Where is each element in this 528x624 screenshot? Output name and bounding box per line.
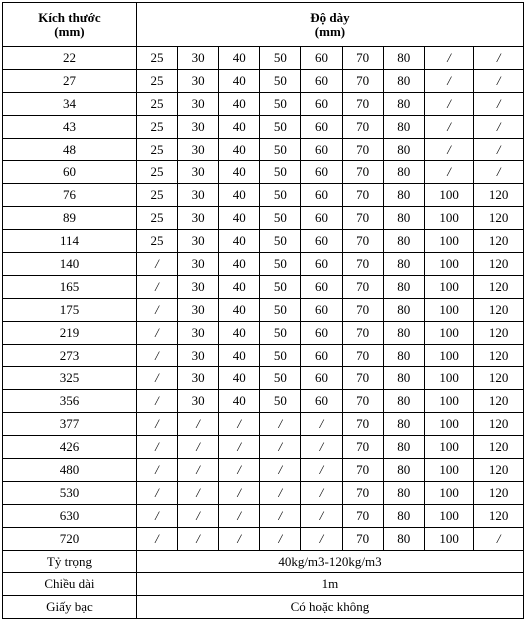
size-cell: 48 <box>3 138 137 161</box>
thickness-cell: 80 <box>383 436 424 459</box>
thickness-cell: 40 <box>219 275 260 298</box>
thickness-cell: 80 <box>383 275 424 298</box>
thickness-cell: 25 <box>136 184 177 207</box>
table-row <box>3 138 524 161</box>
table-row <box>3 69 524 92</box>
thickness-cell: / <box>260 459 301 482</box>
thickness-cell: 25 <box>136 138 177 161</box>
thickness-cell: 70 <box>342 436 383 459</box>
size-cell: 114 <box>3 230 137 253</box>
size-cell: 34 <box>3 92 137 115</box>
table-row <box>3 230 524 253</box>
thickness-cell: 30 <box>178 161 219 184</box>
size-header <box>3 3 137 47</box>
thickness-cell: 70 <box>342 138 383 161</box>
thickness-cell: 120 <box>474 413 524 436</box>
thickness-cell: / <box>474 115 524 138</box>
thickness-cell: 25 <box>136 161 177 184</box>
footer-label: Tỷ trọng <box>3 550 137 573</box>
size-cell: 630 <box>3 504 137 527</box>
thickness-cell: 60 <box>301 230 342 253</box>
thickness-cell: / <box>136 298 177 321</box>
thickness-cell: 70 <box>342 275 383 298</box>
table-row <box>3 344 524 367</box>
thickness-cell: 80 <box>383 207 424 230</box>
thickness-cell: / <box>424 161 474 184</box>
thickness-cell: 100 <box>424 275 474 298</box>
thickness-cell: / <box>260 504 301 527</box>
thickness-cell: 30 <box>178 390 219 413</box>
thickness-cell: 70 <box>342 115 383 138</box>
thickness-cell: 100 <box>424 390 474 413</box>
thickness-cell: 100 <box>424 413 474 436</box>
thickness-cell: 50 <box>260 92 301 115</box>
thickness-cell: / <box>219 504 260 527</box>
thickness-cell: 60 <box>301 298 342 321</box>
thickness-cell: 120 <box>474 321 524 344</box>
thickness-cell: 100 <box>424 481 474 504</box>
thickness-cell: / <box>136 321 177 344</box>
size-cell: 377 <box>3 413 137 436</box>
thickness-cell: 70 <box>342 298 383 321</box>
thickness-cell: 120 <box>474 344 524 367</box>
thickness-header <box>136 3 523 47</box>
thickness-cell: / <box>178 527 219 550</box>
table-row <box>3 390 524 413</box>
thickness-cell: 100 <box>424 527 474 550</box>
thickness-cell: 80 <box>383 413 424 436</box>
thickness-cell: 40 <box>219 253 260 276</box>
thickness-cell: 25 <box>136 115 177 138</box>
thickness-cell: / <box>178 413 219 436</box>
thickness-cell: / <box>424 138 474 161</box>
thickness-cell: 100 <box>424 504 474 527</box>
thickness-cell: 80 <box>383 321 424 344</box>
thickness-cell: 30 <box>178 47 219 70</box>
thickness-cell: 50 <box>260 390 301 413</box>
thickness-cell: 70 <box>342 413 383 436</box>
thickness-cell: 60 <box>301 92 342 115</box>
thickness-cell: 25 <box>136 47 177 70</box>
thickness-cell: 120 <box>474 298 524 321</box>
thickness-cell: / <box>136 367 177 390</box>
thickness-cell: / <box>424 92 474 115</box>
thickness-cell: 40 <box>219 115 260 138</box>
thickness-cell: 25 <box>136 230 177 253</box>
table-row <box>3 481 524 504</box>
thickness-cell: / <box>474 527 524 550</box>
thickness-cell: 50 <box>260 298 301 321</box>
size-cell: 356 <box>3 390 137 413</box>
thickness-cell: / <box>136 275 177 298</box>
thickness-cell: / <box>301 527 342 550</box>
thickness-cell: 60 <box>301 69 342 92</box>
thickness-cell: 40 <box>219 47 260 70</box>
thickness-cell: 25 <box>136 69 177 92</box>
thickness-cell: / <box>301 481 342 504</box>
thickness-cell: 80 <box>383 161 424 184</box>
thickness-cell: 60 <box>301 161 342 184</box>
thickness-cell: 30 <box>178 367 219 390</box>
thickness-cell: / <box>424 69 474 92</box>
thickness-cell: / <box>301 436 342 459</box>
table-row <box>3 367 524 390</box>
thickness-cell: 50 <box>260 367 301 390</box>
thickness-cell: 30 <box>178 138 219 161</box>
thickness-cell: 80 <box>383 390 424 413</box>
thickness-cell: 40 <box>219 92 260 115</box>
thickness-cell: 70 <box>342 207 383 230</box>
thickness-cell: 50 <box>260 275 301 298</box>
thickness-cell: 25 <box>136 92 177 115</box>
size-cell: 325 <box>3 367 137 390</box>
thickness-cell: 100 <box>424 207 474 230</box>
thickness-cell: 40 <box>219 321 260 344</box>
thickness-cell: 70 <box>342 344 383 367</box>
thickness-cell: 80 <box>383 504 424 527</box>
size-cell: 426 <box>3 436 137 459</box>
thickness-cell: 30 <box>178 69 219 92</box>
table-row <box>3 298 524 321</box>
thickness-cell: / <box>219 436 260 459</box>
thickness-cell: 80 <box>383 298 424 321</box>
thickness-cell: / <box>301 413 342 436</box>
thickness-cell: 100 <box>424 184 474 207</box>
size-cell: 140 <box>3 253 137 276</box>
size-cell: 27 <box>3 69 137 92</box>
thickness-cell: 40 <box>219 138 260 161</box>
thickness-cell: 60 <box>301 184 342 207</box>
size-cell: 480 <box>3 459 137 482</box>
thickness-cell: 60 <box>301 207 342 230</box>
thickness-cell: / <box>178 504 219 527</box>
thickness-cell: 40 <box>219 390 260 413</box>
thickness-cell: 120 <box>474 275 524 298</box>
thickness-cell: 70 <box>342 459 383 482</box>
thickness-cell: 40 <box>219 367 260 390</box>
table-row <box>3 92 524 115</box>
table-row <box>3 321 524 344</box>
thickness-cell: 50 <box>260 344 301 367</box>
thickness-cell: 50 <box>260 47 301 70</box>
size-cell: 60 <box>3 161 137 184</box>
thickness-cell: 60 <box>301 367 342 390</box>
table-row <box>3 275 524 298</box>
thickness-cell: / <box>260 436 301 459</box>
thickness-cell: 70 <box>342 47 383 70</box>
thickness-cell: 80 <box>383 138 424 161</box>
thickness-cell: / <box>219 413 260 436</box>
thickness-header-line1: Độ dày <box>310 9 350 25</box>
thickness-cell: 70 <box>342 230 383 253</box>
thickness-cell: 30 <box>178 298 219 321</box>
table-row <box>3 161 524 184</box>
footer-row <box>3 573 524 596</box>
thickness-cell: / <box>178 481 219 504</box>
thickness-cell: 50 <box>260 321 301 344</box>
thickness-cell: 60 <box>301 321 342 344</box>
size-cell: 720 <box>3 527 137 550</box>
thickness-cell: 60 <box>301 275 342 298</box>
thickness-cell: 100 <box>424 253 474 276</box>
thickness-cell: / <box>136 459 177 482</box>
thickness-cell: 70 <box>342 390 383 413</box>
thickness-cell: / <box>260 527 301 550</box>
table-row <box>3 504 524 527</box>
thickness-cell: 40 <box>219 69 260 92</box>
thickness-cell: 40 <box>219 298 260 321</box>
thickness-cell: 50 <box>260 161 301 184</box>
thickness-cell: / <box>260 481 301 504</box>
thickness-cell: 40 <box>219 161 260 184</box>
thickness-cell: 120 <box>474 207 524 230</box>
thickness-cell: 60 <box>301 390 342 413</box>
thickness-cell: 50 <box>260 230 301 253</box>
thickness-cell: 50 <box>260 115 301 138</box>
table-row <box>3 436 524 459</box>
thickness-cell: 80 <box>383 344 424 367</box>
thickness-cell: 30 <box>178 207 219 230</box>
thickness-cell: 70 <box>342 367 383 390</box>
thickness-cell: 70 <box>342 481 383 504</box>
thickness-cell: 25 <box>136 207 177 230</box>
size-cell: 165 <box>3 275 137 298</box>
size-cell: 273 <box>3 344 137 367</box>
thickness-cell: 120 <box>474 184 524 207</box>
thickness-cell: / <box>219 481 260 504</box>
thickness-cell: / <box>136 436 177 459</box>
thickness-cell: 60 <box>301 253 342 276</box>
footer-value: 40kg/m3-120kg/m3 <box>136 550 523 573</box>
thickness-cell: 60 <box>301 47 342 70</box>
thickness-cell: 80 <box>383 481 424 504</box>
thickness-cell: 80 <box>383 184 424 207</box>
thickness-cell: 80 <box>383 115 424 138</box>
thickness-cell: 30 <box>178 321 219 344</box>
table-row <box>3 413 524 436</box>
footer-label: Chiều dài <box>3 573 137 596</box>
footer-value: 1m <box>136 573 523 596</box>
thickness-cell: 50 <box>260 138 301 161</box>
table-body <box>3 47 524 551</box>
thickness-cell: 70 <box>342 69 383 92</box>
table-row <box>3 253 524 276</box>
thickness-cell: / <box>474 47 524 70</box>
footer-row <box>3 596 524 619</box>
thickness-cell: 40 <box>219 207 260 230</box>
table-row <box>3 459 524 482</box>
thickness-cell: 80 <box>383 253 424 276</box>
thickness-cell: / <box>474 161 524 184</box>
thickness-cell: / <box>136 481 177 504</box>
size-header-line2: (mm) <box>54 23 85 39</box>
header-row <box>3 3 524 47</box>
thickness-cell: / <box>474 138 524 161</box>
thickness-cell: / <box>219 527 260 550</box>
thickness-cell: 80 <box>383 367 424 390</box>
thickness-cell: 80 <box>383 92 424 115</box>
thickness-cell: 80 <box>383 47 424 70</box>
size-cell: 43 <box>3 115 137 138</box>
thickness-cell: / <box>136 390 177 413</box>
thickness-cell: 120 <box>474 390 524 413</box>
thickness-cell: 70 <box>342 184 383 207</box>
thickness-cell: / <box>136 253 177 276</box>
thickness-cell: / <box>219 459 260 482</box>
thickness-cell: 120 <box>474 481 524 504</box>
thickness-cell: 80 <box>383 69 424 92</box>
thickness-cell: / <box>424 47 474 70</box>
thickness-cell: / <box>301 504 342 527</box>
thickness-cell: 50 <box>260 184 301 207</box>
thickness-cell: 70 <box>342 92 383 115</box>
thickness-cell: 100 <box>424 321 474 344</box>
thickness-cell: 80 <box>383 527 424 550</box>
thickness-cell: 40 <box>219 184 260 207</box>
size-cell: 530 <box>3 481 137 504</box>
table-row <box>3 184 524 207</box>
size-cell: 89 <box>3 207 137 230</box>
thickness-cell: 60 <box>301 344 342 367</box>
thickness-cell: 70 <box>342 161 383 184</box>
thickness-cell: 60 <box>301 115 342 138</box>
thickness-cell: 30 <box>178 253 219 276</box>
thickness-cell: 50 <box>260 253 301 276</box>
size-cell: 22 <box>3 47 137 70</box>
thickness-cell: 100 <box>424 367 474 390</box>
thickness-cell: 120 <box>474 367 524 390</box>
thickness-cell: 30 <box>178 275 219 298</box>
thickness-spec-table <box>2 2 524 619</box>
thickness-cell: / <box>136 344 177 367</box>
thickness-cell: 30 <box>178 230 219 253</box>
table-row <box>3 115 524 138</box>
thickness-cell: 100 <box>424 230 474 253</box>
thickness-cell: 100 <box>424 459 474 482</box>
table-footer <box>3 550 524 619</box>
thickness-cell: / <box>301 459 342 482</box>
footer-label: Giấy bạc <box>3 596 137 619</box>
thickness-cell: 40 <box>219 230 260 253</box>
thickness-cell: 70 <box>342 253 383 276</box>
thickness-header-line2: (mm) <box>314 23 346 39</box>
table-row <box>3 207 524 230</box>
thickness-cell: 40 <box>219 344 260 367</box>
thickness-cell: 100 <box>424 298 474 321</box>
thickness-cell: 100 <box>424 436 474 459</box>
thickness-cell: 120 <box>474 436 524 459</box>
thickness-cell: 120 <box>474 230 524 253</box>
thickness-cell: 30 <box>178 92 219 115</box>
thickness-cell: / <box>474 92 524 115</box>
thickness-cell: 60 <box>301 138 342 161</box>
footer-value: Có hoặc không <box>136 596 523 619</box>
size-cell: 175 <box>3 298 137 321</box>
thickness-cell: 120 <box>474 253 524 276</box>
thickness-cell: 80 <box>383 459 424 482</box>
thickness-cell: 30 <box>178 344 219 367</box>
thickness-cell: / <box>136 527 177 550</box>
thickness-cell: / <box>474 69 524 92</box>
thickness-cell: 120 <box>474 459 524 482</box>
thickness-cell: 80 <box>383 230 424 253</box>
thickness-cell: / <box>136 504 177 527</box>
size-cell: 219 <box>3 321 137 344</box>
thickness-cell: 70 <box>342 504 383 527</box>
thickness-cell: 120 <box>474 504 524 527</box>
thickness-cell: 70 <box>342 321 383 344</box>
thickness-cell: 70 <box>342 527 383 550</box>
thickness-cell: / <box>136 413 177 436</box>
thickness-cell: 50 <box>260 207 301 230</box>
thickness-cell: / <box>260 413 301 436</box>
thickness-cell: / <box>178 459 219 482</box>
thickness-cell: / <box>178 436 219 459</box>
thickness-cell: 100 <box>424 344 474 367</box>
thickness-cell: 30 <box>178 115 219 138</box>
size-cell: 76 <box>3 184 137 207</box>
table-row <box>3 47 524 70</box>
table-row <box>3 527 524 550</box>
thickness-cell: 50 <box>260 69 301 92</box>
size-header-line1: Kích thước <box>38 9 101 25</box>
footer-row <box>3 550 524 573</box>
thickness-cell: 30 <box>178 184 219 207</box>
thickness-cell: / <box>424 115 474 138</box>
